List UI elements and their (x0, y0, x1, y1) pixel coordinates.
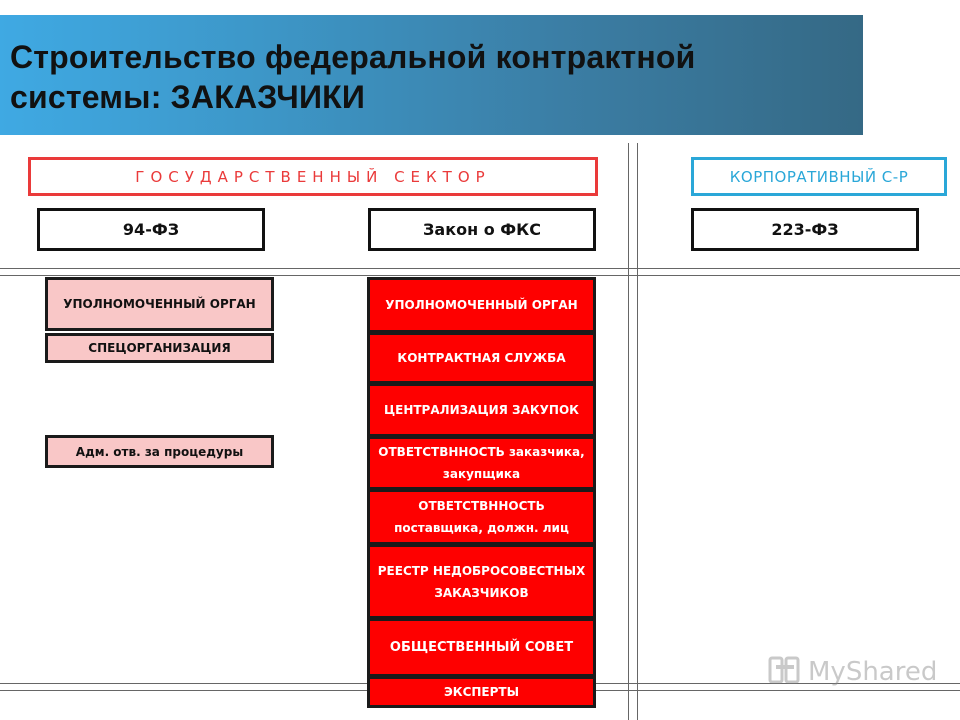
law-223fz-header: 223-ФЗ (691, 208, 919, 251)
divider-horizontal-top-2 (0, 275, 960, 276)
box-fks-unscrupulous-customers-registry: РЕЕСТР НЕДОБРОСОВЕСТНЫХ ЗАКАЗЧИКОВ (367, 544, 596, 619)
slide-title-line-1: Строительство федеральной контрактной (10, 39, 696, 75)
box-fks-public-council: ОБЩЕСТВЕННЫЙ СОВЕТ (367, 618, 596, 677)
corporate-sector-header: КОРПОРАТИВНЫЙ С-Р (691, 157, 947, 196)
box-fks-supplier-responsibility: ОТВЕТСТВННОСТЬ поставщика, должн. лиц (367, 489, 596, 545)
divider-vertical-2 (637, 143, 638, 720)
box-fks-contract-service: КОНТРАКТНАЯ СЛУЖБА (367, 332, 596, 384)
slide-title (10, 37, 863, 117)
divider-vertical-1 (628, 143, 629, 720)
box-fks-procurement-centralization: ЦЕНТРАЛИЗАЦИЯ ЗАКУПОК (367, 383, 596, 437)
watermark-text: MyShared (808, 657, 938, 687)
myshared-logo-icon (768, 655, 802, 690)
box-94fz-special-organization: СПЕЦОРГАНИЗАЦИЯ (45, 333, 274, 363)
government-sector-header: ГОСУДАРСТВЕННЫЙ СЕКТОР (28, 157, 598, 196)
box-fks-customer-responsibility: ОТВЕТСТВННОСТЬ заказчика, закупщика (367, 436, 596, 490)
box-94fz-admin-responsibility: Адм. отв. за процедуры (45, 435, 274, 468)
title-banner (0, 15, 863, 135)
divider-horizontal-top-1 (0, 268, 960, 269)
slide-title-line-2: системы: ЗАКАЗЧИКИ (10, 79, 366, 115)
myshared-watermark (768, 654, 938, 690)
box-fks-authorized-body: УПОЛНОМОЧЕННЫЙ ОРГАН (367, 277, 596, 333)
box-fks-experts: ЭКСПЕРТЫ (367, 676, 596, 708)
law-94fz-header: 94-ФЗ (37, 208, 265, 251)
law-fks-header: Закон о ФКС (368, 208, 596, 251)
box-94fz-authorized-body: УПОЛНОМОЧЕННЫЙ ОРГАН (45, 277, 274, 331)
